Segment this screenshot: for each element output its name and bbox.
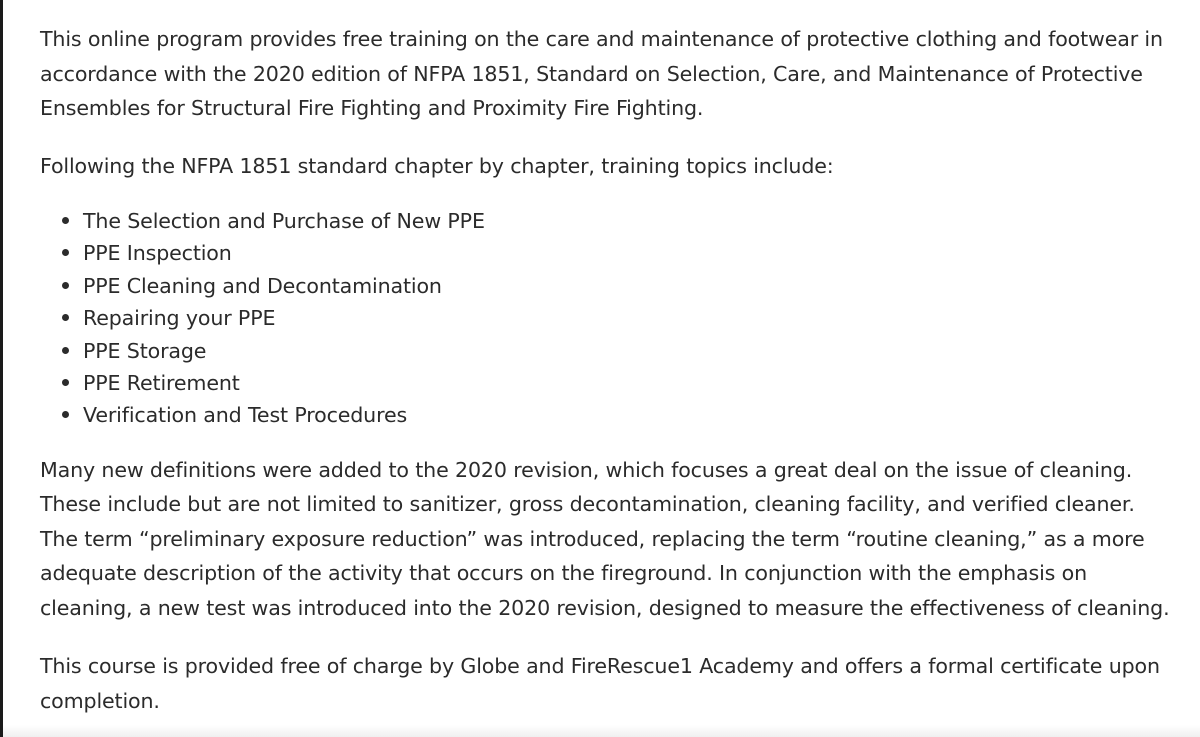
bullet-icon xyxy=(62,282,69,289)
list-item-label: PPE Storage xyxy=(83,338,207,363)
bullet-icon xyxy=(62,249,69,256)
intro-paragraph: This online program provides free training on the care and maintenance of protective clothing and footwear in accordance with the 2020 edition of NFPA 1851, Standard on Selection, Care, and Maintenance of Protective Ensembles for Structural Fire Fighting and Proximity Fire Fighting. xyxy=(40,27,1163,120)
list-item xyxy=(62,399,1175,431)
closing-paragraph: This course is provided free of charge by Globe and FireRescue1 Academy and offers a formal certificate upon completion. xyxy=(40,654,1160,713)
list-item xyxy=(62,270,1175,302)
bullet-icon xyxy=(62,411,69,418)
bullet-icon xyxy=(62,217,69,224)
list-item xyxy=(62,367,1175,399)
list-item-label: PPE Inspection xyxy=(83,241,232,266)
list-item xyxy=(62,302,1175,334)
topics-intro-paragraph: Following the NFPA 1851 standard chapter by chapter, training topics include: xyxy=(40,153,834,178)
list-item xyxy=(62,237,1175,269)
bottom-fade xyxy=(3,725,1200,737)
article-body xyxy=(40,22,1175,718)
bullet-icon xyxy=(62,347,69,354)
list-item xyxy=(62,335,1175,367)
list-item-label: PPE Retirement xyxy=(83,371,240,396)
list-item-label: Repairing your PPE xyxy=(83,306,276,331)
bullet-icon xyxy=(62,379,69,386)
bullet-icon xyxy=(62,314,69,321)
list-item-label: Verification and Test Procedures xyxy=(83,403,408,428)
list-item-label: The Selection and Purchase of New PPE xyxy=(83,209,485,233)
list-item xyxy=(62,205,1175,237)
left-border xyxy=(0,0,3,737)
revision-notes-paragraph: Many new definitions were added to the 2020 revision, which focuses a great deal on the issue of cleaning. These include but are not limited to sanitizer, gross decontamination, cleaning facility, and verified cleaner. The term “preliminary exposure reduction” was introduced, replacing the term “routine cleaning,” as a more adequate description of the activity that occurs on the fireground. In conjunction with the emphasis on cleaning, a new test was introduced into the 2020 revision, designed to measure the effectiveness of cleaning. xyxy=(40,457,1170,620)
topics-list xyxy=(40,205,1175,432)
list-item-label: PPE Cleaning and Decontamination xyxy=(83,273,442,298)
